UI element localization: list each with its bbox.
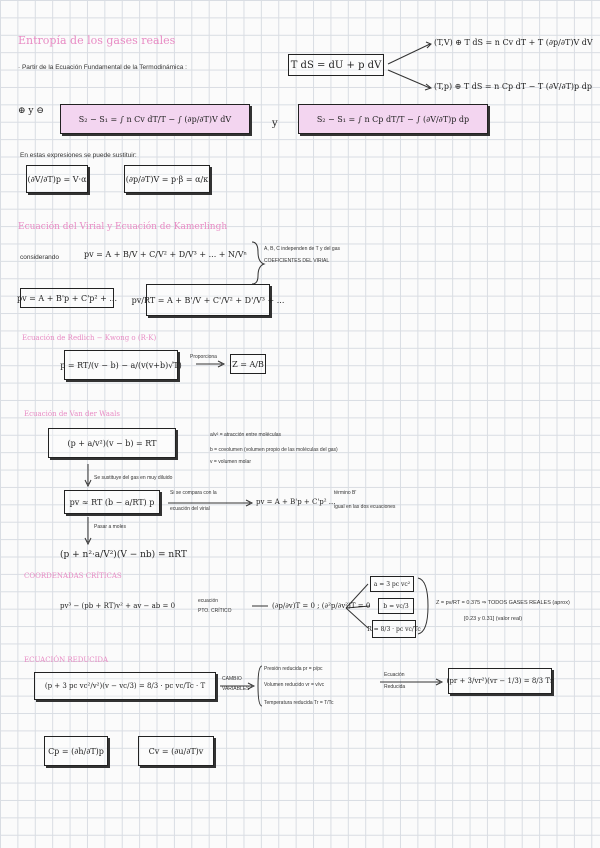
vdw-step-moles: Pasar a moles — [94, 524, 126, 530]
critical-cubic-equation: pv³ − (pb + RT)v² + av − ab = 0 — [60, 602, 176, 610]
considerando-label: considerando — [20, 254, 60, 261]
van-der-waals-box: (p + a/v²)(v − b) = RT — [48, 428, 176, 458]
critical-eq-note-1: ecuación — [198, 598, 219, 604]
vdw-legend-v: v = volumen molar — [210, 459, 251, 465]
vdw-highlight-note: igual en las dos ecuaciones — [334, 504, 396, 510]
critical-conditions: (∂p/∂v)T = 0 ; (∂²p/∂v²)T = 0 — [272, 602, 371, 610]
cambio-label-1: CAMBIO — [222, 676, 242, 682]
section-title-redlich-kwong: Ecuación de Redlich − Kwong o (R-K) — [22, 334, 157, 342]
vdw-virial-result: pv = A + B'p + C'p² ... — [256, 498, 336, 506]
substitution-beta-box: (∂p/∂T)V = p·β = α/κ — [124, 165, 210, 193]
proporciona-label: Proporciona — [190, 354, 217, 360]
vdw-step-dilute: Se sustituye del gas en muy diluido — [94, 475, 173, 481]
vdw-moles-equation: (p + n²·a/V²)(V − nb) = nRT — [60, 550, 187, 560]
substitution-alpha-box: (∂V/∂T)p = V·α — [26, 165, 88, 193]
vdw-legend-a: a/v² = atracción entre moléculas — [210, 432, 282, 438]
virial-note-1: A, B, C independen de T y del gas — [264, 246, 340, 252]
reduced-equation-box: (p + 3 pc vc²/v²)(v − vc/3) = 8/3 · pc vc/Tc · T — [34, 672, 216, 700]
section-title-critical: COORDENADAS CRÍTICAS — [24, 572, 122, 580]
reduced-volume: Volumen reducido vr = v/vc — [264, 682, 325, 688]
kamerlingh-equation-box: pv = A + B'p + C'p² + ... — [20, 288, 114, 308]
substitution-text: En estas expresiones se puede sustituir: — [20, 152, 137, 159]
reduced-note-1: Ecuación — [384, 672, 405, 678]
critical-z-note: Z = pv/RT = 0.375 ⇒ TODOS GASES REALES (aprox) — [436, 600, 570, 606]
section-title-reduced: ECUACIÓN REDUCIDA — [24, 656, 109, 664]
intro-text: · Partir de la Ecuación Fundamental de la Termodinámica : — [18, 64, 187, 71]
virial-label: ecuación del virial — [170, 506, 210, 512]
reduced-temperature: Temperatura reducida Tr = T/Tc — [264, 700, 334, 706]
section-title-entropy: Entropía de los gases reales — [18, 34, 176, 47]
conjunction-y: y — [272, 118, 278, 129]
virial-normalized-box: pv/RT = A + B'/V + C'/V² + D'/V³ + ... — [146, 284, 270, 316]
z-result-box: Z = A/B — [230, 354, 266, 374]
redlich-kwong-box: p = RT/(v − b) − a/(v(v+b)√T) — [64, 350, 178, 380]
entropy-tv-box: S₂ − S₁ = ∫ n Cv dT/T − ∫ (∂p/∂T)V dV — [60, 104, 250, 134]
reduced-final-box: (pr + 3/vr²)(vr − 1/3) = 8/3 Tr — [448, 668, 552, 694]
critical-eq-note-2: PTO. CRÍTICO — [198, 608, 232, 614]
tds-equation-tp: (T,p) ⊕ T dS = n Cp dT − T (∂V/∂T)p dp — [434, 82, 592, 91]
vdw-legend-b: b = covolumen (volumen propio de las moléculas del gas) — [210, 447, 338, 453]
virial-equation: pv = A + B/V + C/V² + D/V³ + ... + N/Vⁿ — [84, 250, 247, 259]
reduced-note-2: Reducida — [384, 684, 406, 690]
cv-definition-box: Cv = (∂u/∂T)v — [138, 736, 214, 766]
compara-label: Si se compara con la — [170, 490, 217, 496]
tds-equation-tv: (T,V) ⊕ T dS = n Cv dT + T (∂p/∂T)V dV — [434, 38, 593, 47]
section-title-virial: Ecuación del Virial y Ecuación de Kamerlingh — [18, 222, 228, 232]
equation-reference: ⊕ y ⊖ — [18, 106, 44, 116]
fundamental-equation-box: T dS = dU + p dV — [288, 54, 384, 76]
virial-note-2: COEFICIENTES DEL VIRIAL — [264, 258, 330, 264]
cambio-label-2: VARIABLES — [222, 686, 250, 692]
entropy-tp-box: S₂ − S₁ = ∫ n Cp dT/T − ∫ (∂V/∂T)p dp — [298, 104, 488, 134]
cp-definition-box: Cp = (∂h/∂T)p — [44, 736, 108, 766]
critical-a-box: a = 3 pc vc² — [370, 576, 414, 592]
section-title-van-der-waals: Ecuación de Van der Waals — [24, 410, 120, 418]
vdw-dilute-box: pv ≈ RT (b − a/RT) p — [64, 490, 160, 514]
critical-b-box: b = vc/3 — [378, 598, 414, 614]
critical-z-range: [0.23 y 0.31] (valor real) — [464, 616, 523, 622]
critical-r-box: R = 8/3 · pc vc/Tc — [372, 620, 416, 638]
reduced-pressure: Presión reducida pr = p/pc — [264, 666, 323, 672]
vdw-highlight-term: término B' — [334, 490, 357, 496]
